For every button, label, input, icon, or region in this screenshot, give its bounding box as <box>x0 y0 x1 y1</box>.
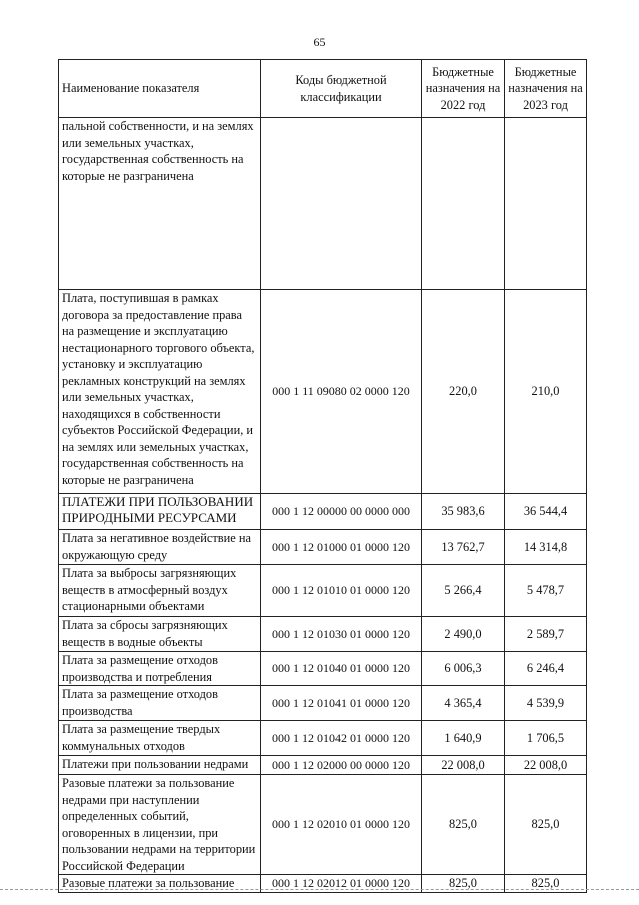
table-row <box>59 721 587 756</box>
row-name: Разовые платежи за пользование <box>59 875 261 893</box>
row-code: 000 1 12 00000 00 0000 000 <box>261 494 422 530</box>
row-value-2023: 5 478,7 <box>505 565 587 617</box>
row-value-2023: 22 008,0 <box>505 756 587 775</box>
table-row <box>59 494 587 530</box>
table-row <box>59 652 587 686</box>
row-value-2022: 13 762,7 <box>422 530 505 565</box>
table-row <box>59 290 587 494</box>
header-name: Наименование показателя <box>59 60 261 118</box>
row-name: пальной собственности, и на землях или земельных участках, государственная собственность на которые не разграничена <box>59 118 261 290</box>
budget-table <box>58 59 587 893</box>
table-row <box>59 617 587 652</box>
row-code <box>261 118 422 290</box>
row-value-2023: 825,0 <box>505 775 587 875</box>
row-name: Платежи при пользовании недрами <box>59 756 261 775</box>
page-number: 65 <box>313 35 326 49</box>
table-row <box>59 565 587 617</box>
table-row <box>59 775 587 875</box>
row-value-2023: 6 246,4 <box>505 652 587 686</box>
row-value-2023: 825,0 <box>505 875 587 893</box>
row-name: Разовые платежи за пользование недрами при наступлении определенных событий, оговоренных в лицензии, при пользовании недрами на территории Российской Федерации <box>59 775 261 875</box>
row-name: Плата за размещение отходов производства и потребления <box>59 652 261 686</box>
row-code: 000 1 12 01040 01 0000 120 <box>261 652 422 686</box>
row-code: 000 1 12 02010 01 0000 120 <box>261 775 422 875</box>
row-code: 000 1 12 01010 01 0000 120 <box>261 565 422 617</box>
row-code: 000 1 12 01030 01 0000 120 <box>261 617 422 652</box>
row-value-2022: 22 008,0 <box>422 756 505 775</box>
row-value-2022: 2 490,0 <box>422 617 505 652</box>
page-bottom-edge <box>0 889 639 890</box>
row-code: 000 1 12 02012 01 0000 120 <box>261 875 422 893</box>
table-row <box>59 530 587 565</box>
table-row <box>59 686 587 721</box>
row-value-2022: 1 640,9 <box>422 721 505 756</box>
row-code: 000 1 12 01000 01 0000 120 <box>261 530 422 565</box>
header-code: Коды бюджетной классификации <box>261 60 422 118</box>
row-value-2022 <box>422 118 505 290</box>
table-row <box>59 756 587 775</box>
row-value-2022: 6 006,3 <box>422 652 505 686</box>
row-value-2023: 36 544,4 <box>505 494 587 530</box>
row-value-2023: 4 539,9 <box>505 686 587 721</box>
row-code: 000 1 11 09080 02 0000 120 <box>261 290 422 494</box>
row-value-2023: 1 706,5 <box>505 721 587 756</box>
row-value-2023: 210,0 <box>505 290 587 494</box>
row-value-2023 <box>505 118 587 290</box>
table-row <box>59 118 587 290</box>
header-2023: Бюджетные назначения на 2023 год <box>505 60 587 118</box>
row-value-2023: 14 314,8 <box>505 530 587 565</box>
row-value-2022: 35 983,6 <box>422 494 505 530</box>
row-value-2022: 4 365,4 <box>422 686 505 721</box>
row-code: 000 1 12 01042 01 0000 120 <box>261 721 422 756</box>
row-name: Плата за сбросы загрязняющих веществ в водные объекты <box>59 617 261 652</box>
row-value-2022: 220,0 <box>422 290 505 494</box>
row-name: Плата за выбросы загрязняющих веществ в атмосферный воздух стационарными объектами <box>59 565 261 617</box>
row-code: 000 1 12 02000 00 0000 120 <box>261 756 422 775</box>
header-2022: Бюджетные назначения на 2022 год <box>422 60 505 118</box>
row-name: Плата, поступившая в рамках договора за предоставление права на размещение и эксплуатацию нестационарного торгового объекта, установку и эксплуатацию рекламных конструкций на землях или земельных участках, находящихся в собственности субъектов Российской Федерации, и на землях или земельных участках, государственная собственность на которые не разграничена <box>59 290 261 494</box>
row-value-2022: 825,0 <box>422 875 505 893</box>
table-header-row <box>59 60 587 118</box>
row-name: Плата за негативное воздействие на окружающую среду <box>59 530 261 565</box>
row-value-2022: 5 266,4 <box>422 565 505 617</box>
row-value-2023: 2 589,7 <box>505 617 587 652</box>
row-name: ПЛАТЕЖИ ПРИ ПОЛЬЗОВАНИИ ПРИРОДНЫМИ РЕСУРСАМИ <box>59 494 261 530</box>
row-code: 000 1 12 01041 01 0000 120 <box>261 686 422 721</box>
row-value-2022: 825,0 <box>422 775 505 875</box>
row-name: Плата за размещение отходов производства <box>59 686 261 721</box>
row-name: Плата за размещение твердых коммунальных отходов <box>59 721 261 756</box>
